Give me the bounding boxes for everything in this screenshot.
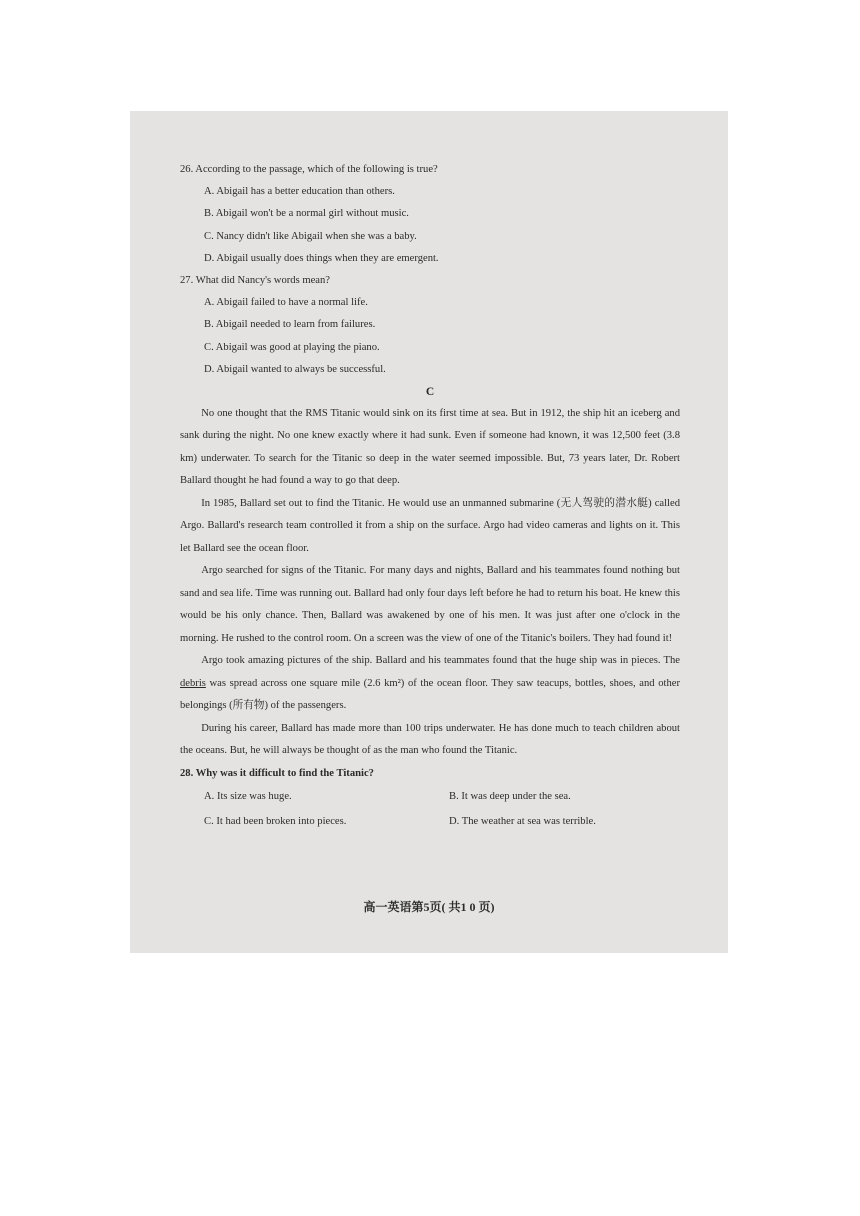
passage-paragraph-4: [180, 650, 680, 718]
question-26-option-d: D. Abigail usually does things when they are emergent.: [204, 252, 439, 264]
page-content: [180, 159, 680, 834]
exam-page: [130, 111, 728, 953]
question-27-option-c: C. Abigail was good at playing the piano.: [204, 341, 380, 353]
question-28-option-b: B. It was deep under the sea.: [449, 791, 571, 803]
question-28-stem: 28. Why was it difficult to find the Titanic?: [180, 767, 374, 779]
question-26-option-c: C. Nancy didn't like Abigail when she was a baby.: [204, 230, 417, 242]
paragraph-4-text-before: Argo took amazing pictures of the ship. Ballard and his teammates found that the huge ship was in pieces. The: [201, 655, 680, 667]
question-26-stem: 26. According to the passage, which of the following is true?: [180, 164, 438, 175]
question-28-option-a: A. Its size was huge.: [204, 791, 292, 803]
question-27-stem: 27. What did Nancy's words mean?: [180, 274, 330, 286]
question-28-option-d: D. The weather at sea was terrible.: [449, 815, 596, 827]
passage-paragraph-1: No one thought that the RMS Titanic would sink on its first time at sea. But in 1912, the ship hit an iceberg and sank during the night. No one knew exactly where it had sunk. Even if someone had known, it was 12,500 feet (3.8 km) underwater. To search for the Titanic so deep in the water seemed impossible. But, 73 years later, Dr. Robert Ballard thought he had found a way to go that deep.: [180, 407, 680, 487]
question-28-options-row-2: [180, 810, 680, 835]
question-27-option-a: A. Abigail failed to have a normal life.: [204, 297, 368, 309]
underlined-word-debris: debris: [180, 677, 206, 689]
paragraph-4-text-after: was spread across one square mile (2.6 km²) of the ocean floor. They saw teacups, bottles, shoes, and other belongings (所有物) of the passengers.: [180, 677, 680, 712]
question-27-option-d: D. Abigail wanted to always be successful.: [204, 363, 386, 375]
passage-paragraph-2: In 1985, Ballard set out to find the Titanic. He would use an unmanned submarine (无人驾驶的潜水艇) called Argo. Ballard's research team controlled it from a ship on the surface. Argo had video cameras and lights on it. This let Ballard see the ocean floor.: [180, 497, 680, 554]
question-27-option-b: B. Abigail needed to learn from failures.: [204, 319, 376, 331]
question-28-option-c: C. It had been broken into pieces.: [204, 815, 347, 827]
passage-paragraph-3: Argo searched for signs of the Titanic. For many days and nights, Ballard and his teammates found nothing but sand and sea life. Time was running out. Ballard had only four days left before he had to return his boat. He knew this would be his only chance. Then, Ballard was awakened by one of his men. It was just after one o'clock in the morning. He rushed to the control room. On a screen was the view of one of the Titanic's boilers. They had found it!: [180, 565, 680, 644]
passage-paragraph-5: During his career, Ballard has made more than 100 trips underwater. He has done much to teach children about the oceans. But, he will always be thought of as the man who found the Titanic.: [180, 722, 680, 757]
section-c-heading: C: [425, 385, 435, 398]
question-28-options-row-1: [180, 785, 680, 810]
page-footer: 高一英语第5页( 共1 0 页): [363, 900, 495, 914]
question-26-option-a: A. Abigail has a better education than others.: [204, 186, 395, 198]
question-26-option-b: B. Abigail won't be a normal girl without music.: [204, 208, 409, 220]
